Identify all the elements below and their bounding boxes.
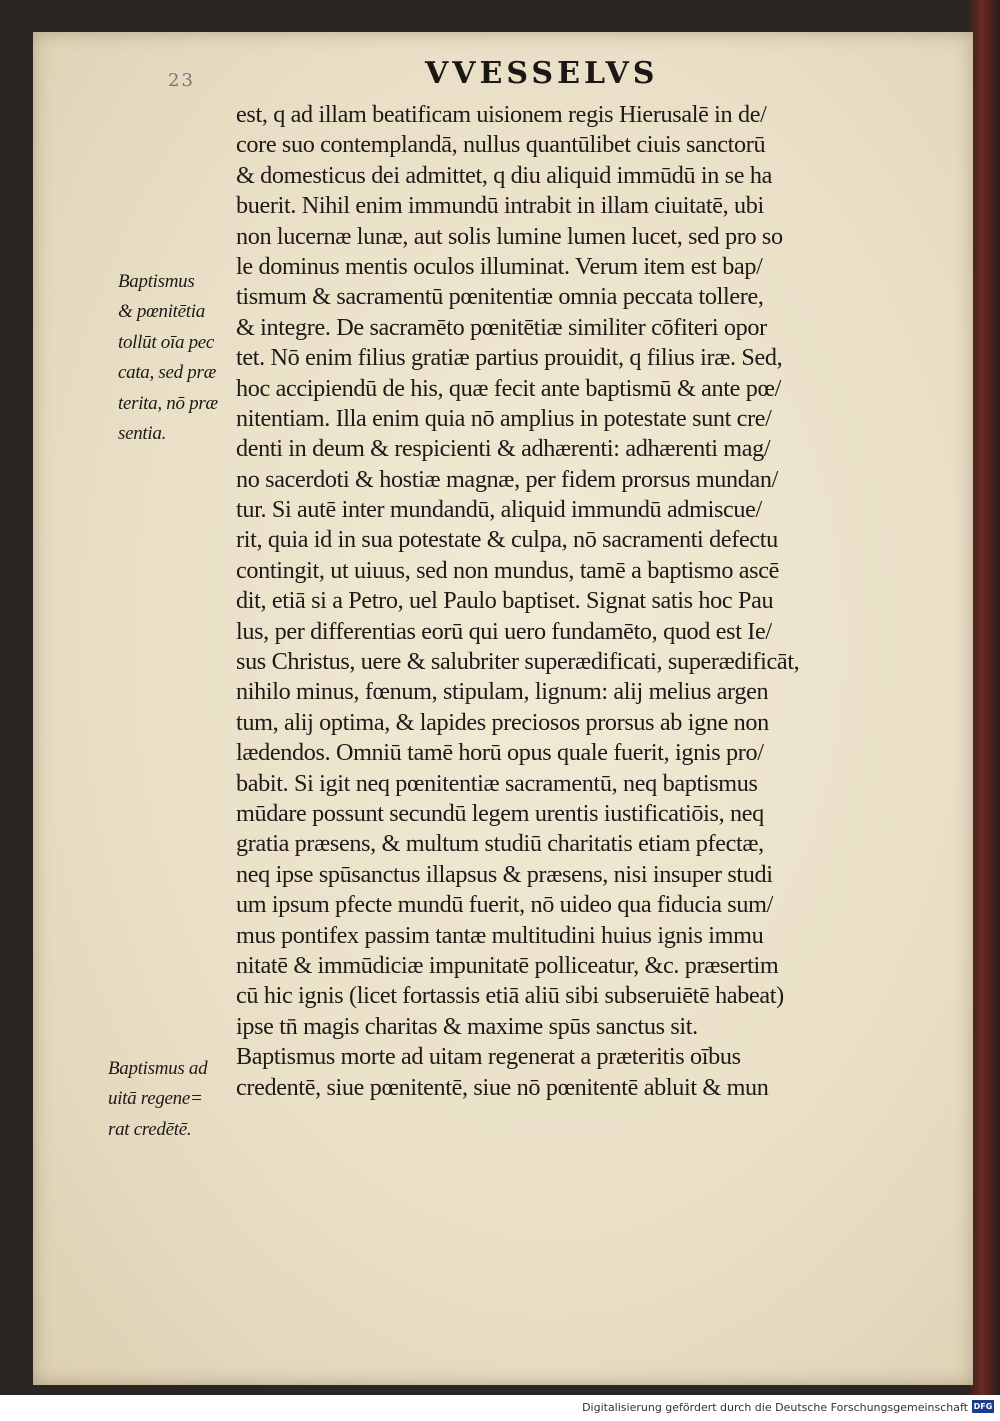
margin-note-line: terita, nō præ (118, 392, 218, 414)
funding-credit: Digitalisierung gefördert durch die Deutsche Forschungsgemeinschaft (582, 1401, 968, 1414)
footer (0, 1395, 1000, 1421)
text-line: no sacerdoti & hostiæ magnæ, per fidem prorsus mundan/ (236, 465, 779, 493)
margin-note-line: rat credētē. (108, 1118, 192, 1140)
text-line: nitatē & immūdiciæ impunitatē polliceatur, &c. præsertim (236, 951, 779, 979)
margin-note-baptism-regenerates (108, 1054, 228, 1145)
text-line: le dominus mentis oculos illuminat. Verum item est bap/ (236, 252, 763, 280)
margin-note-line: cata, sed præ (118, 362, 216, 384)
running-head: VVESSELVS (425, 56, 659, 91)
text-line: tet. Nō enim filius gratiæ partius prouidit, q filius iræ. Sed, (236, 344, 783, 372)
margin-note-line: & pœnitētia (118, 301, 205, 323)
text-line: lædendos. Omniū tamē horū opus quale fuerit, ignis pro/ (236, 739, 764, 767)
text-line: gratia præsens, & multum studiū charitatis etiam pfectæ, (236, 830, 764, 858)
text-line: mūdare possunt secundū legem urentis iustificatiōis, neq (236, 799, 764, 827)
text-line: sus Christus, uere & salubriter superædificati, superædificāt, (236, 648, 800, 676)
margin-note-line: uitā regene= (108, 1088, 203, 1110)
text-line: ipse tn̄ magis charitas & maxime spūs sanctus sit. (236, 1012, 698, 1040)
text-line: tismum & sacramentū pœnitentiæ omnia peccata tollere, (236, 283, 764, 311)
text-line: tum, alij optima, & lapides preciosos prorsus ab igne non (236, 708, 769, 736)
text-line: um ipsum pfecte mundū fuerit, nō uideo qua fiducia sum/ (236, 891, 773, 919)
text-line: contingit, ut uiuus, sed non mundus, tamē a baptismo ascē (236, 556, 780, 584)
text-line: mus pontifex passim tantæ multitudini huius ignis immu (236, 921, 764, 949)
margin-note-line: Baptismus (118, 271, 195, 292)
text-line: core suo contemplandā, nullus quantūlibet ciuis sanctorū (236, 131, 766, 159)
margin-note-line: Baptismus ad (108, 1058, 208, 1079)
margin-note-line: sentia. (118, 422, 167, 444)
text-line: cū hic ignis (licet fortassis etiā aliū sibi subseruiētē habeat) (236, 982, 784, 1010)
text-line: lus, per differentias eorū qui uero fundamēto, quod est Ie/ (236, 617, 772, 645)
text-line: Baptismus morte ad uitam regenerat a præteritis oībus (236, 1043, 741, 1071)
margin-note-baptism-penitence (118, 267, 238, 449)
margin-note-line: tollūt oīa pec (118, 331, 215, 353)
text-line: & integre. De sacramēto pœnitētiæ similiter cōfiteri opor (236, 313, 767, 341)
text-line: babit. Si igit neq pœnitentiæ sacramentū, neq baptismus (236, 769, 758, 797)
page-number: 23 (168, 70, 195, 91)
text-line: buerit. Nihil enim immundū intrabit in illam ciuitatē, ubi (236, 192, 764, 220)
body-text (236, 100, 926, 1103)
text-line: neq ipse spūsanctus illapsus & præsens, nisi insuper studi (236, 860, 773, 888)
book-edge (970, 0, 1000, 1395)
text-line: non lucernæ lunæ, aut solis lumine lumen lucet, sed pro so (236, 222, 783, 250)
text-line: hoc accipiendū de his, quæ fecit ante baptismū & ante pœ/ (236, 374, 781, 402)
text-line: dit, etiā si a Petro, uel Paulo baptiset. Signat satis hoc Pau (236, 587, 774, 615)
text-line: est, q ad illam beatificam uisionem regis Hierusalē in de/ (236, 101, 767, 128)
text-line: denti in deum & respicienti & adhærenti: adhærenti mag/ (236, 435, 771, 463)
text-line: rit, quia id in sua potestate & culpa, nō sacramenti defectu (236, 526, 778, 554)
text-line: nitentiam. Illa enim quia nō amplius in potestate sunt cre/ (236, 404, 772, 432)
text-line: & domesticus dei admittet, q diu aliquid immūdū in se ha (236, 161, 772, 189)
text-line: tur. Si autē inter mundandū, aliquid immundū admiscue/ (236, 496, 762, 524)
dfg-logo: DFG (973, 1402, 993, 1411)
text-line: credentē, siue pœnitentē, siue nō pœnitentē abluit & mun (236, 1073, 769, 1101)
text-line: nihilo minus, fœnum, stipulam, lignum: alij melius argen (236, 678, 769, 706)
